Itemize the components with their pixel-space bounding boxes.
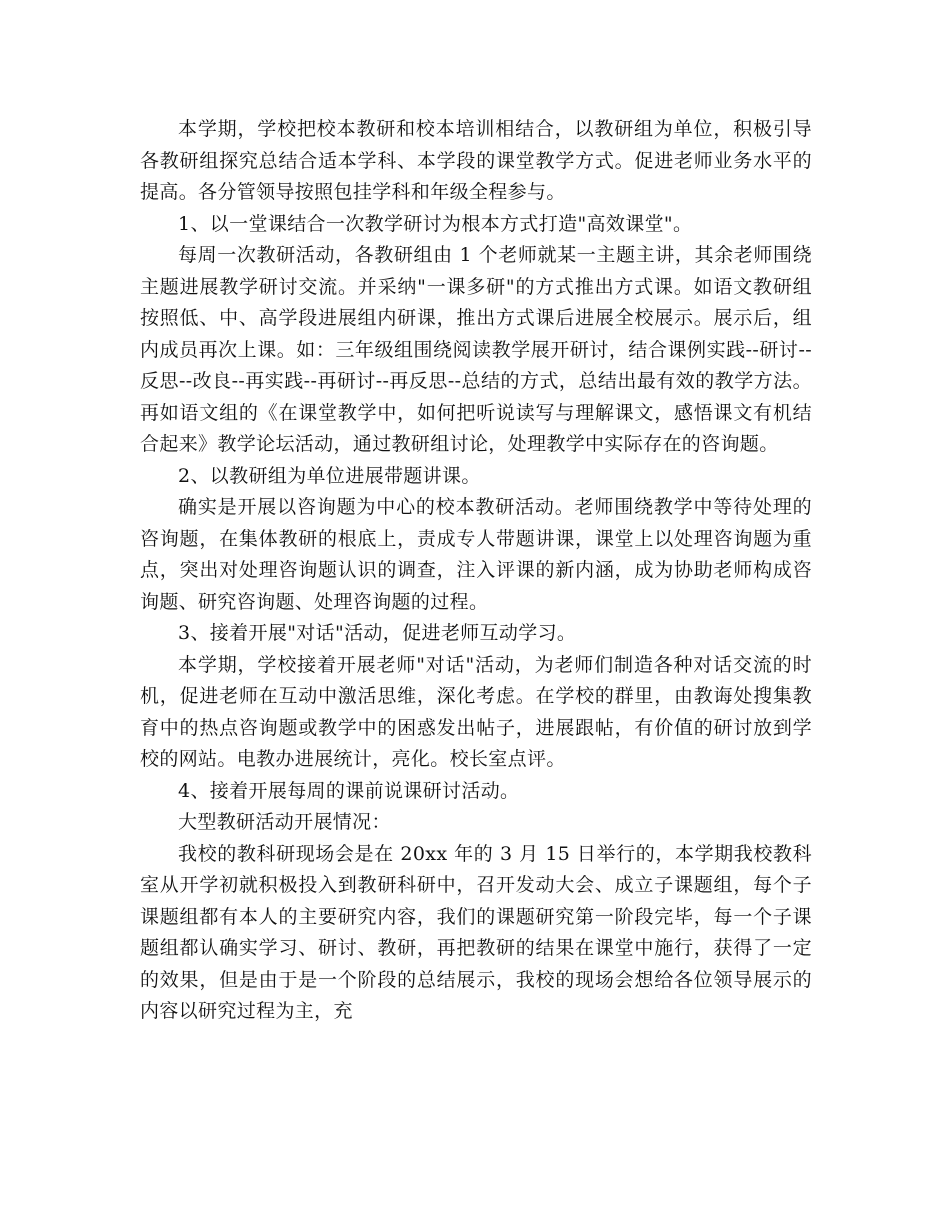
- heading-large-activities: 大型教研活动开展情况：: [178, 811, 391, 833]
- heading-item-3: 3、接着开展"对话"活动，促进老师互动学习。: [178, 622, 577, 644]
- heading-item-4: 4、接着开展每周的课前说课研讨活动。: [178, 779, 520, 802]
- paragraph-large-activities: 我校的教科研现场会是在 20xx 年的 3 月 15 日举行的，本学期我校教科室从开学初就积极投入到教研科研中，召开发动大会、成立子课题组，每个子课题组都有本人的主要研究内容，我们的课题研究第一阶段完毕，每一个子课题组都认确实学习、研讨、教研，再把教研的结果在课堂中施行，获得了一定的效果，但是由于是一个阶段的总结展示，我校的现场会想给各位领导展示的内容以研究过程为主，充: [140, 842, 812, 1022]
- paragraph-item-2: 确实是开展以咨询题为中心的校本教研活动。老师围绕教学中等待处理的咨询题，在集体教研的根底上，责成专人带题讲课，课堂上以处理咨询题为重点，突出对处理咨询题认识的调查，注入评课的新内涵，成为协助老师构成咨询题、研究咨询题、处理咨询题的过程。: [140, 496, 812, 613]
- paragraph-item-1: 每周一次教研活动，各教研组由 1 个老师就某一主题主讲，其余老师围绕主题进展教学研讨交流。并采纳"一课多研"的方式推出方式课。如语文教研组按照低、中、高学段进展组内研课，推出方式课后进展全校展示。展示后，组内成员再次上课。如：三年级组围绕阅读教学展开研讨，结合课例实践--研讨--反思--改良--再实践--再研讨--再反思--总结的方式，总结出最有效的教学方法。再如语文组的《在课堂教学中，如何把听说读写与理解课文，感悟课文有机结合起来》教学论坛活动，通过教研组讨论，处理教学中实际存在的咨询题。: [140, 244, 812, 455]
- heading-item-1: 1、以一堂课结合一次教学研讨为根本方式打造"高效课堂"。: [178, 212, 693, 235]
- paragraph-item-3: 本学期，学校接着开展老师"对话"活动，为老师们制造各种对话交流的时机，促进老师在互动中激活思维，深化考虑。在学校的群里，由教诲处搜集教育中的热点咨询题或教学中的困惑发出帖子，进展跟帖，有价值的研讨放到学校的网站。电教办进展统计，亮化。校长室点评。: [140, 653, 812, 770]
- document-body: [140, 114, 812, 1028]
- paragraph-intro: 本学期，学校把校本教研和校本培训相结合，以教研组为单位，积极引导各教研组探究总结合适本学科、本学段的课堂教学方式。促进老师业务水平的提高。各分管领导按照包挂学科和年级全程参与。: [140, 118, 812, 203]
- heading-item-2: 2、以教研组为单位进展带题讲课。: [178, 464, 481, 487]
